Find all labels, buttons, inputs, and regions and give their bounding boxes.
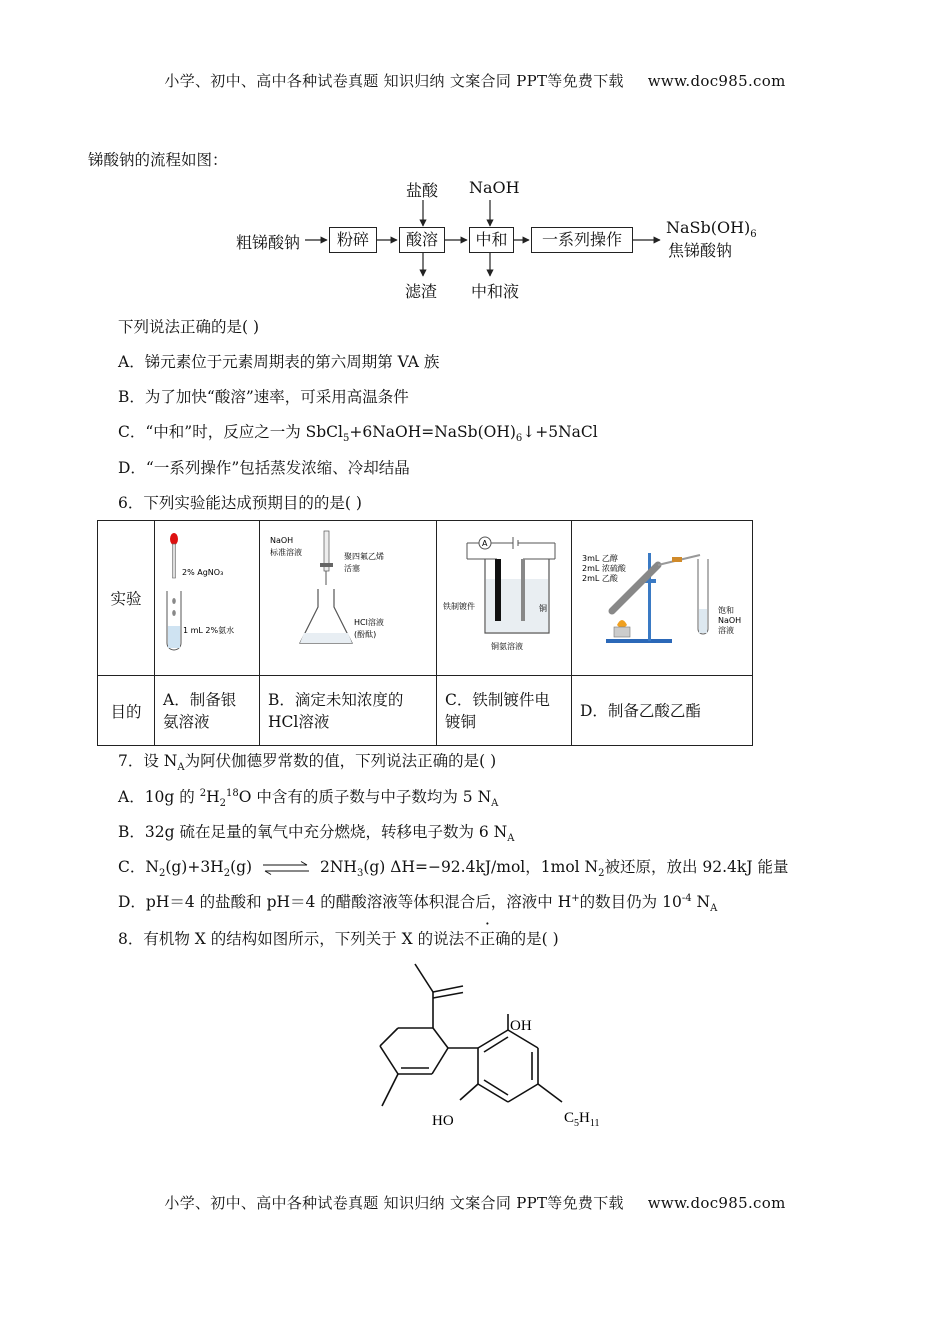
q5c-text: ↓+5NaCl bbox=[522, 423, 598, 441]
ammeter-label: A bbox=[482, 539, 488, 548]
flow-intro: 锑酸钠的流程如图： bbox=[88, 151, 228, 169]
purpose-b-line2: HCl溶液 bbox=[268, 712, 330, 731]
q7a-sup: 18 bbox=[225, 787, 239, 799]
purpose-d-cell bbox=[572, 676, 753, 746]
row-label-experiment: 实验 bbox=[98, 521, 155, 676]
fig-d-label-solution: 溶液 bbox=[718, 626, 734, 635]
test-tube-liquid bbox=[168, 626, 180, 648]
label-ho-bottom: HO bbox=[432, 1113, 454, 1129]
fig-d-label-naoh: NaOH bbox=[718, 616, 742, 625]
flask-liquid bbox=[300, 633, 352, 643]
q7d-text: N bbox=[691, 893, 711, 911]
dropper-bulb-icon bbox=[170, 533, 178, 545]
q5-option-c bbox=[118, 420, 598, 444]
flow-arrows bbox=[0, 0, 950, 320]
fig-c-apparatus bbox=[437, 521, 571, 671]
q5-option-b: B．为了加快“酸溶”速率，可采用高温条件 bbox=[118, 388, 409, 406]
header-url[interactable]: www.doc985.com bbox=[647, 72, 786, 90]
q5c-sub: 5 bbox=[343, 433, 350, 445]
fig-a-label-ammonia: 1 mL 2%氨水 bbox=[183, 626, 235, 635]
fig-a-apparatus bbox=[155, 521, 259, 671]
footer-text: 小学、初中、高中各种试卷真题 知识归纳 文案合同 PPT等免费下载 bbox=[164, 1194, 624, 1212]
fig-d-cell bbox=[572, 521, 753, 676]
q7-stem-text: 7．设 N bbox=[118, 752, 178, 770]
fig-c-label-iron: 铁制镀件 bbox=[443, 602, 475, 611]
fig-c-cell bbox=[437, 521, 572, 676]
fig-d-apparatus bbox=[572, 521, 752, 671]
label-oh-top: OH bbox=[510, 1018, 532, 1034]
fig-b-label-standard: 标准溶液 bbox=[270, 548, 302, 557]
fig-c-label-solution: 铜氨溶液 bbox=[491, 642, 523, 651]
q5c-text: C．“中和”时，反应之一为 SbCl bbox=[118, 423, 343, 441]
q7a-sub: A bbox=[491, 798, 499, 810]
q7-option-c bbox=[118, 855, 788, 879]
iron-electrode bbox=[495, 559, 501, 621]
flow-start: 粗锑酸钠 bbox=[236, 233, 301, 252]
q8-stem-text: 8．有机物 X 的结构如图所示，下列关于 X 的说法 bbox=[118, 930, 465, 948]
fig-d-label-acetic: 2mL 乙酸 bbox=[582, 574, 618, 583]
q7b-text: B．32g 硫在足量的氧气中充分燃烧，转移电子数为 6 N bbox=[118, 823, 508, 841]
q7c-sub: 2 bbox=[158, 868, 166, 880]
purpose-a-cell bbox=[155, 676, 260, 746]
q7c-text: 被还原，放出 92.4kJ 能量 bbox=[604, 858, 789, 876]
fig-b-apparatus bbox=[260, 521, 436, 671]
q5c-text: +6NaOH=NaSb(OH) bbox=[349, 423, 516, 441]
q7a-text: O 中含有的质子数与中子数均为 5 N bbox=[238, 788, 492, 806]
q5-option-d: D．“一系列操作”包括蒸发浓缩、冷却结晶 bbox=[118, 459, 410, 477]
purpose-c: C．铁制镀件电镀铜 bbox=[445, 690, 550, 731]
q6-table bbox=[97, 520, 753, 746]
purpose-a: A．制备银氨溶液 bbox=[163, 690, 237, 731]
flow-output-residue: 滤渣 bbox=[405, 282, 438, 301]
q5c-sub: 6 bbox=[515, 433, 523, 445]
purpose-b-line1: B．滴定未知浓度的 bbox=[268, 690, 404, 709]
q7-option-b bbox=[118, 820, 514, 844]
flow-box-crush: 粉碎 bbox=[329, 227, 377, 253]
q7-stem-text: 为阿伏伽德罗常数的值，下列说法正确的是( ) bbox=[184, 752, 497, 770]
q7d-sup: + bbox=[571, 892, 580, 904]
stand-rod bbox=[648, 553, 651, 641]
flow-product-name: 焦锑酸钠 bbox=[668, 241, 733, 260]
fig-b-cell bbox=[260, 521, 437, 676]
fig-a-cell bbox=[155, 521, 260, 676]
stand-base bbox=[606, 639, 672, 643]
fig-b-label-hcl: HCl溶液 bbox=[354, 618, 384, 627]
q7d-sub: A bbox=[710, 903, 718, 915]
q7c-text: 2NH bbox=[319, 858, 357, 876]
q7c-text: (g) bbox=[230, 858, 253, 876]
fig-b-label-naoh: NaOH bbox=[270, 536, 294, 545]
purpose-b-cell bbox=[260, 676, 437, 746]
purpose-c-cell bbox=[437, 676, 572, 746]
molecule-x-structure bbox=[360, 950, 620, 1135]
q5-stem: 下列说法正确的是( ) bbox=[118, 318, 260, 336]
q7a-text: A．10g 的 bbox=[118, 788, 200, 806]
label-c5h11 bbox=[564, 1110, 600, 1129]
fig-b-label-stopcock: 活塞 bbox=[344, 564, 360, 573]
fig-c-label-copper: 铜 bbox=[539, 604, 547, 613]
fig-b-label-indicator: (酚酞) bbox=[354, 630, 377, 639]
fig-d-label-sulfuric: 2mL 浓硫酸 bbox=[582, 564, 626, 573]
c5h11-c: C bbox=[564, 1110, 575, 1126]
q7-option-a bbox=[118, 785, 498, 809]
product-formula-text: NaSb(OH) bbox=[666, 218, 751, 237]
q6-stem: 6．下列实验能达成预期目的的是( ) bbox=[118, 494, 362, 512]
c5h11-sub2: 11 bbox=[589, 1118, 600, 1129]
q7b-sub: A bbox=[507, 833, 515, 845]
alcohol-lamp-icon bbox=[614, 627, 630, 637]
q7d-sup: -4 bbox=[681, 892, 692, 904]
flow-input-acid: 盐酸 bbox=[406, 181, 439, 200]
flow-product-formula bbox=[666, 218, 757, 240]
flow-input-base: NaOH bbox=[469, 178, 520, 197]
fig-a-label-agno3: 2% AgNO₃ bbox=[182, 568, 224, 577]
q7-stem-sub: A bbox=[177, 762, 185, 774]
q8-emphasis: 不正确 bbox=[464, 930, 511, 948]
purpose-d: D．制备乙酸乙酯 bbox=[580, 701, 701, 720]
footer-url[interactable]: www.doc985.com bbox=[647, 1194, 786, 1212]
q7a-sup: 2 bbox=[199, 787, 207, 799]
q7c-text: (g)+3H bbox=[165, 858, 224, 876]
copper-electrode bbox=[521, 559, 525, 621]
q7a-text: H bbox=[206, 788, 220, 806]
fig-d-label-saturated: 饱和 bbox=[718, 606, 734, 615]
q5-option-a: A．锑元素位于元素周期表的第六周期第 VA 族 bbox=[118, 353, 440, 371]
fig-d-label-ethanol: 3mL 乙醇 bbox=[582, 554, 618, 563]
q7-option-d bbox=[118, 890, 717, 914]
c5h11-sub: 5 bbox=[574, 1118, 580, 1129]
q7a-sub: 2 bbox=[219, 798, 226, 810]
q8-stem-text: 的是( ) bbox=[510, 930, 559, 948]
q7c-text: C．N bbox=[118, 858, 159, 876]
flow-box-acid-dissolve: 酸溶 bbox=[399, 227, 445, 253]
q7-stem bbox=[118, 749, 496, 773]
page-footer bbox=[0, 1192, 950, 1213]
row-label-purpose: 目的 bbox=[98, 676, 155, 746]
c5h11-h: H bbox=[579, 1110, 590, 1126]
fig-b-label-ptfe: 聚四氟乙烯 bbox=[344, 552, 384, 561]
q7c-text: (g) ΔH=−92.4kJ/mol，1mol N bbox=[363, 858, 599, 876]
purpose-b bbox=[260, 683, 436, 739]
q7d-text: 的数目仍为 10 bbox=[579, 893, 682, 911]
q7c-sub: 2 bbox=[598, 868, 605, 880]
q8-stem bbox=[118, 927, 559, 949]
product-formula-sub: 6 bbox=[750, 229, 757, 241]
flow-output-liquid: 中和液 bbox=[471, 282, 520, 301]
dropper-tube-icon bbox=[173, 544, 176, 578]
q7d-text: D．pH＝4 的盐酸和 pH＝4 的醋酸溶液等体积混合后，溶液中 H bbox=[118, 893, 572, 911]
flow-box-neutralize: 中和 bbox=[469, 227, 514, 253]
header-text: 小学、初中、高中各种试卷真题 知识归纳 文案合同 PPT等免费下载 bbox=[164, 72, 624, 90]
q7c-sub: 2 bbox=[223, 868, 231, 880]
flow-box-operations: 一系列操作 bbox=[531, 227, 633, 253]
equilibrium-arrow-icon bbox=[261, 861, 311, 875]
q7c-sub: 3 bbox=[356, 868, 364, 880]
